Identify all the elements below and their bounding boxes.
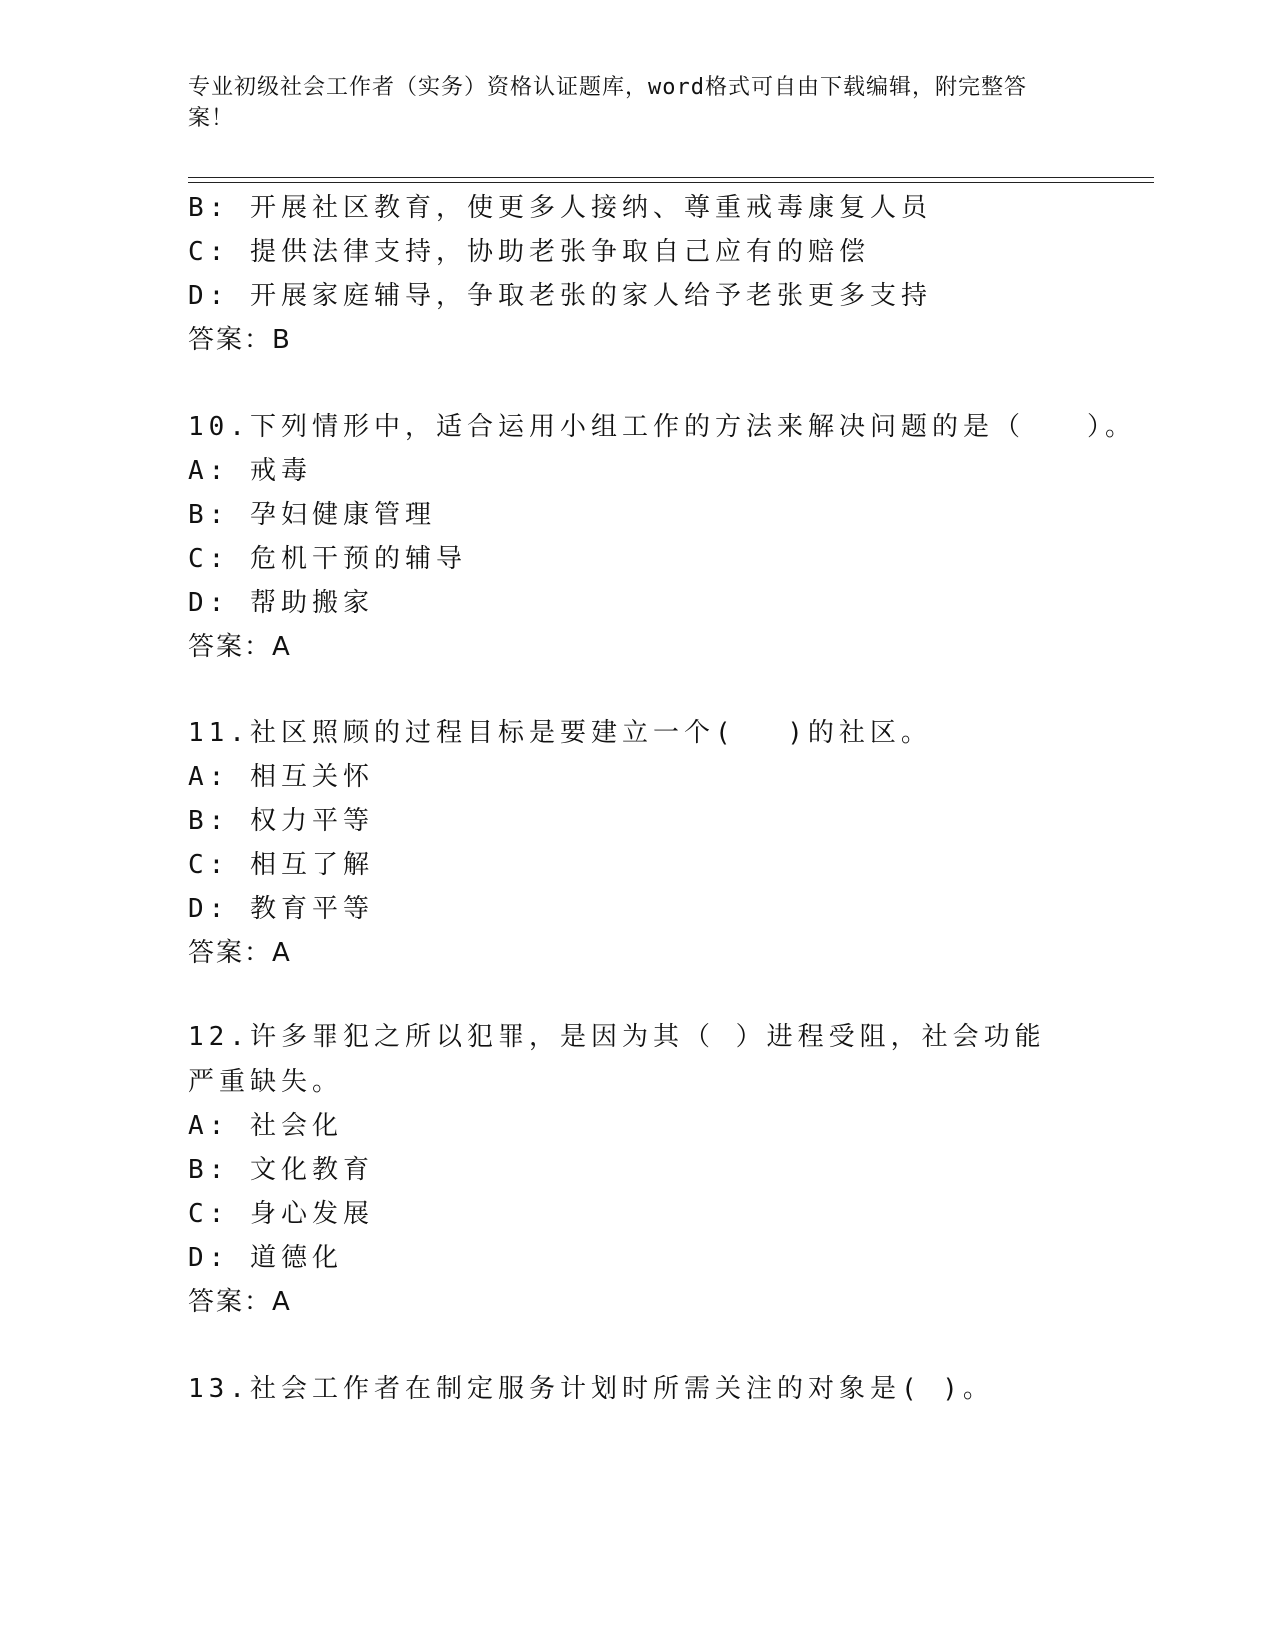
q12-option-d: D: 道德化: [188, 1243, 343, 1273]
q10-option-d: D: 帮助搬家: [188, 588, 374, 618]
q10-answer: 答案：A: [188, 632, 292, 662]
q12-question: 12.许多罪犯之所以犯罪，是因为其（ ）进程受阻，社会功能严重缺失。: [188, 1022, 1046, 1097]
q11-option-a: A: 相互关怀: [188, 762, 374, 792]
q11-option-c: C: 相互了解: [188, 850, 374, 880]
header-divider-top: [188, 177, 1154, 178]
q11-question: 11.社区照顾的过程目标是要建立一个( )的社区。: [188, 718, 932, 748]
q12-option-a: A: 社会化: [188, 1111, 343, 1141]
q9-option-d: D: 开展家庭辅导，争取老张的家人给予老张更多支持: [188, 281, 932, 311]
q12-answer: 答案：A: [188, 1287, 292, 1317]
q12-option-b: B: 文化教育: [188, 1155, 374, 1185]
q9-answer: 答案：B: [188, 325, 292, 355]
header-divider-bottom: [188, 182, 1154, 183]
q10-option-b: B: 孕妇健康管理: [188, 500, 436, 530]
q10-option-c: C: 危机干预的辅导: [188, 544, 467, 574]
q10-option-a: A: 戒毒: [188, 456, 312, 486]
q11-option-d: D: 教育平等: [188, 894, 374, 924]
q11-answer: 答案：A: [188, 938, 292, 968]
q9-option-b: B: 开展社区教育，使更多人接纳、尊重戒毒康复人员: [188, 193, 932, 223]
q10-question: 10.下列情形中，适合运用小组工作的方法来解决问题的是（ ）。: [188, 412, 1136, 442]
q9-option-c: C: 提供法律支持，协助老张争取自己应有的赔偿: [188, 237, 870, 267]
document-header: 专业初级社会工作者（实务）资格认证题库，word格式可自由下载编辑，附完整答案！: [188, 75, 1027, 131]
q11-option-b: B: 权力平等: [188, 806, 374, 836]
q13-question: 13.社会工作者在制定服务计划时所需关注的对象是( )。: [188, 1374, 994, 1404]
q12-option-c: C: 身心发展: [188, 1199, 374, 1229]
